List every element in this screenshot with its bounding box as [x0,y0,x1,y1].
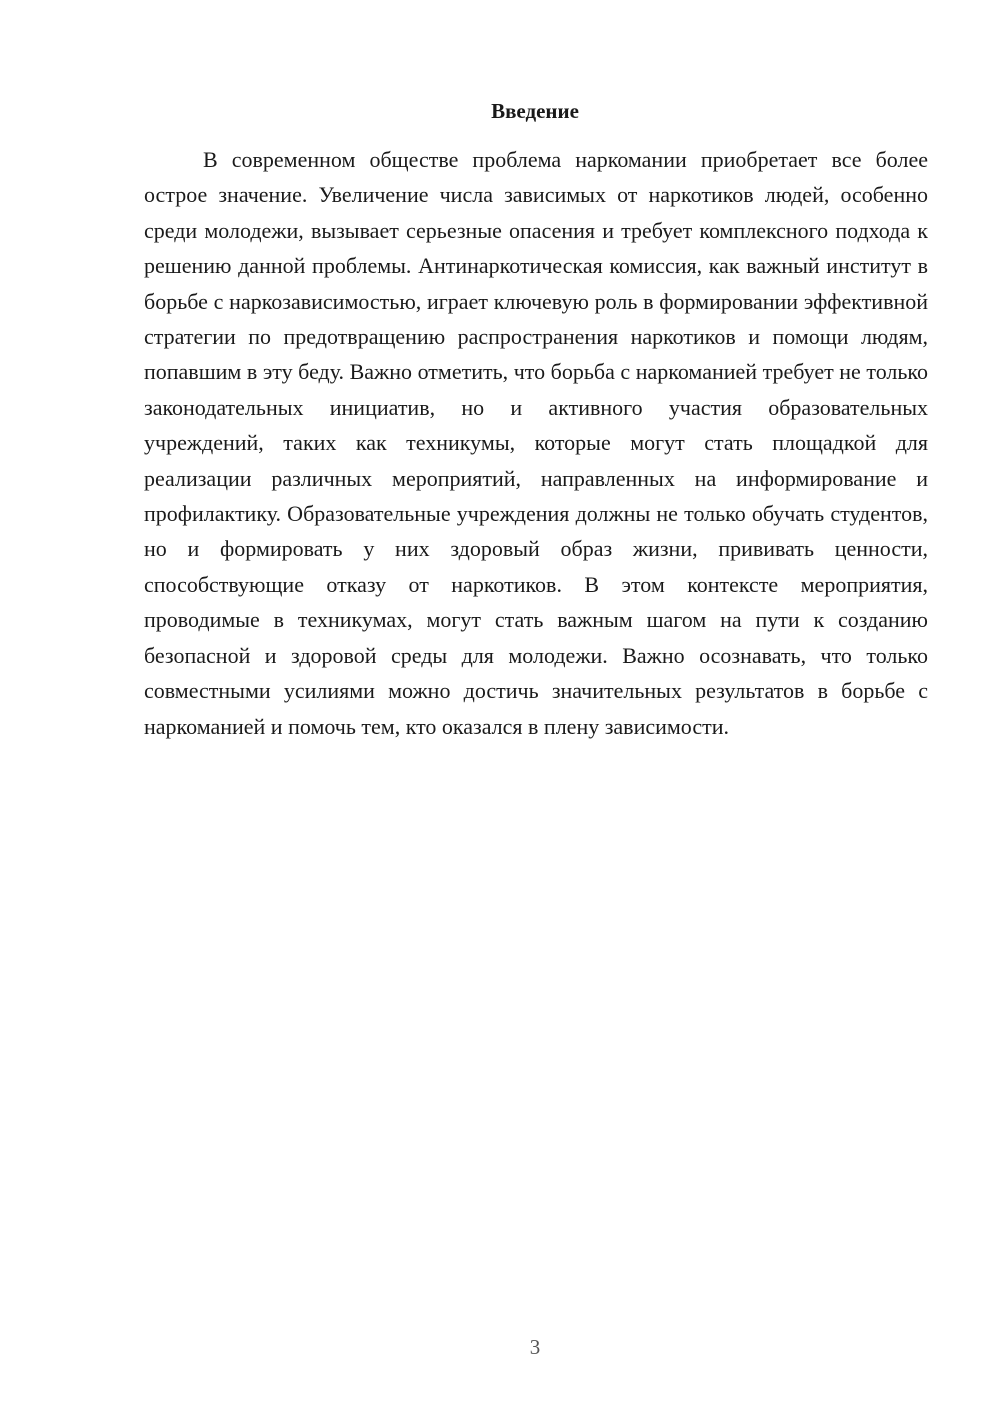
page-number: 3 [529,1335,541,1359]
section-heading: Введение [491,99,579,123]
body-paragraph: В современном обществе проблема наркомании приобретает все более острое значение. Увеличение числа зависимых от наркотиков людей, особенно среди молодежи, вызывает серьезные опасения и требует комплексного подхода к решению данной проблемы. Антинаркотическая комиссия, как важный институт в борьбе с наркозависимостью, играет ключевую роль в формировании эффективной стратегии по предотвращению распространения наркотиков и помощи людям, попавшим в эту беду. Важно отметить, что борьба с наркоманией требует не только законодательных инициатив, но и активного участия образовательных учреждений, таких как техникумы, которые могут стать площадкой для реализации различных мероприятий, направленных на информирование и профилактику. Образовательные учреждения должны не только обучать студентов, но и формировать у них здоровый образ жизни, прививать ценности, способствующие отказу от наркотиков. В этом контексте мероприятия, проводимые в техникумах, могут стать важным шагом на пути к созданию безопасной и здоровой среды для молодежи. Важно осознавать, что только совместными усилиями можно достичь значительных результатов в борьбе с наркоманией и помочь тем, кто оказался в плену зависимости. [144,147,928,739]
